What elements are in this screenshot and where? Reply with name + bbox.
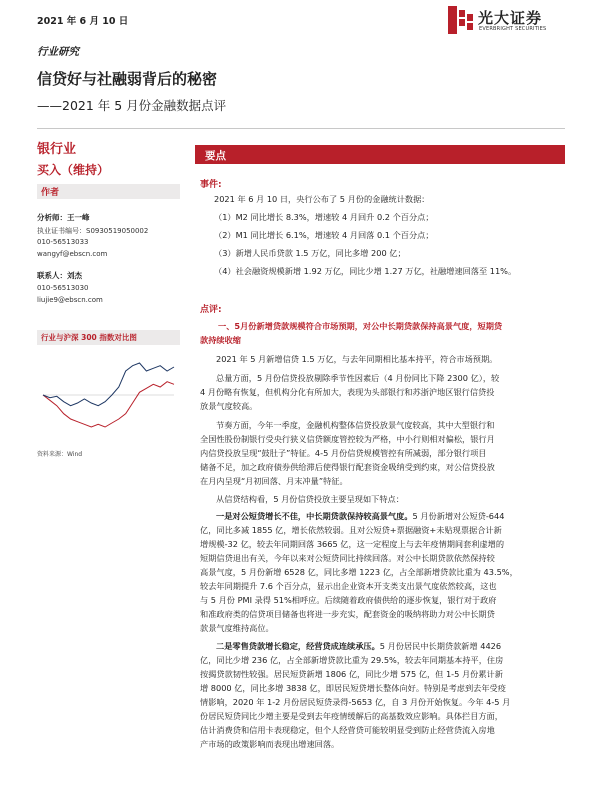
paragraph-4: 从信贷结构看，5 月份信贷投放主要呈现如下特点： xyxy=(216,494,404,504)
paragraph-5-line: 短期信贷退出有关，今年以来对公短贷同比持续回落。对公中长期贷款依然保持较 xyxy=(200,553,495,563)
paragraph-2-line: 4 月份略有恢复，但机构分化有所加大，表现为头部银行和苏浙沪地区银行信贷投 xyxy=(200,387,495,397)
chart-heading: 行业与沪深 300 指数对比图 xyxy=(41,333,137,342)
paragraph-6-line: 增 8000 亿，同比多增 3838 亿，即居民短贷增长整体向好。特别是考虑到去年受疫 xyxy=(200,683,506,693)
chart-source: 资料来源：Wind xyxy=(37,451,83,458)
paragraph-5-line: 款景气度维持高位。 xyxy=(200,623,274,633)
paragraph-5-line: 增规模-32 亿，较去年同期回落 3665 亿，这一定程度上与去年疫情期间套利虚增的 xyxy=(200,539,505,549)
paragraph-6-line: 估计消费贷和信用卡表现稳定，但个人经营贷可能较明显受到防止经营贷流入房地 xyxy=(200,725,495,735)
paragraph-6-line: 情影响，2020 年 1-2 月份居民短贷录得-5653 亿，自 3 月份开始恢复。今年 4-5 月 xyxy=(200,697,511,707)
paragraph-5-line: 高景气度，5 月份新增 6528 亿，同比多增 1223 亿，占全部新增贷款比重为 43.5%， xyxy=(200,567,518,577)
paragraph-1: 2021 年 5 月新增信贷 1.5 万亿，与去年同期相比基本持平，符合市场预期。 xyxy=(216,354,498,364)
analyst-cert: 执业证书编号：S0930519050002 xyxy=(37,227,149,235)
paragraph-6-line: 份居民短贷同比少增主要是受到去年疫情缓解后的高基数效应影响。具体拦目方面， xyxy=(200,711,503,721)
paragraph-6-lead: 二是零售贷款增长稳定，经营贷成连续承压。 xyxy=(216,641,380,651)
paragraph-6-first-tail: 5 月份居民中长期贷款新增 4426 xyxy=(379,641,502,651)
paragraph-3-line: 储备不足，加之政府债券供给滞后使得银行配套资金吸纳受到约束，对公信贷投放 xyxy=(200,462,495,472)
report-title: 信贷好与社融弱背后的秘密 xyxy=(37,70,218,88)
analyst-name: 分析师：王一峰 xyxy=(37,213,90,222)
report-category: 行业研究 xyxy=(37,46,79,58)
chart-heading-bar xyxy=(37,330,180,345)
author-heading-bar xyxy=(37,184,180,199)
section-title: 要点 xyxy=(205,150,226,162)
paragraph-3-line: 内信贷投放呈现“鼓肚子”特征。4-5 月份信贷规模管控有所减弱，部分银行项目 xyxy=(200,448,487,458)
logo-text-cn: 光大证券 xyxy=(478,9,543,27)
paragraph-2-line: 总量方面，5 月份信贷投放剔除季节性因素后（4 月份同比下降 2300 亿），较 xyxy=(216,373,500,383)
report-date: 2021 年 6 月 10 日 xyxy=(37,16,129,27)
industry-label: 银行业 xyxy=(37,142,77,157)
event-line: （2）M1 同比增长 6.1%，增速较 4 月回落 0.1 个百分点； xyxy=(214,230,434,240)
chart-series-line-0 xyxy=(43,382,174,427)
contact-phone: 010-56513030 xyxy=(37,284,89,292)
paragraph-5-line: 和准政府类的信贷项目储备也将进一步充实，配套资金的吸纳将助力对公中长期贷 xyxy=(200,609,495,619)
paragraph-5-first-tail: 5 月份新增对公短贷-644 xyxy=(412,511,505,521)
company-logo xyxy=(448,6,568,34)
paragraph-6-line: 产市场的政策影响而表现出增速回落。 xyxy=(200,739,340,749)
point-subheading: 一、5月份新增贷款规模符合市场预期，对公中长期贷款保持高景气度，短期贷 xyxy=(218,321,503,331)
event-line: （3）新增人民币贷款 1.5 万亿，同比多增 200 亿； xyxy=(214,248,406,258)
analyst-email[interactable]: wangyf@ebscn.com xyxy=(37,250,108,258)
event-heading: 事件: xyxy=(200,180,222,190)
event-line: 2021 年 6 月 10 日，央行公布了 5 月份的金融统计数据： xyxy=(214,194,430,204)
point-subheading-cont: 款持续收缩 xyxy=(200,335,241,345)
analyst-phone: 010-56513033 xyxy=(37,238,89,246)
rating-label: 买入（维持） xyxy=(37,163,110,177)
paragraph-6-line: 按揭贷款韧性较强。居民短贷新增 1806 亿，同比少增 575 亿，但 1-5 月份累计新 xyxy=(200,669,503,679)
paragraph-5-line: 与 5 月份 PMI 录得 51%相呼应。后续随着政府债供给的逐步恢复，银行对于政府 xyxy=(200,595,497,605)
author-heading: 作者 xyxy=(41,188,60,198)
contact-name: 联系人：刘杰 xyxy=(37,271,82,280)
paragraph-5-first-line xyxy=(216,510,504,522)
report-subtitle: ——2021 年 5 月份金融数据点评 xyxy=(37,98,227,113)
logo-text-en: EVERBRIGHT SECURITIES xyxy=(479,26,547,32)
paragraph-6-first-line xyxy=(216,640,501,652)
index-comparison-chart xyxy=(37,347,180,443)
paragraph-2-line: 放景气度较高。 xyxy=(200,401,258,411)
paragraph-5-line: 亿，同比多减 1855 亿，增长依然较弱。且对公短贷+票据融资+未贴现票据合计新 xyxy=(200,525,502,535)
paragraph-3-line: 节奏方面，今年一季度，金融机构整体信贷投放景气度较高，其中大型银行和 xyxy=(216,420,495,430)
logo-mark-icon xyxy=(448,6,474,34)
paragraph-5-line: 较去年同期提升 7.6 个百分点，显示出企业资本开支类支出景气度依然较高，这也 xyxy=(200,581,497,591)
paragraph-6-line: 亿，同比少增 236 亿，占全部新增贷款比重为 29.5%，较去年同期基本持平，住房 xyxy=(200,655,504,665)
event-line: （4）社会融资规模新增 1.92 万亿，同比少增 1.27 万亿，社融增速回落至 11%。 xyxy=(214,266,517,276)
paragraph-5-lead: 一是对公短贷增长不佳，中长期贷款保持较高景气度。 xyxy=(216,511,413,521)
paragraph-3-line: 全国性股份制银行受央行狭义信贷额度管控较为严格，中小行则相对偏松，银行月 xyxy=(200,434,495,444)
paragraph-3-line: 在月内呈现“月初回落、月末冲量”特征。 xyxy=(200,476,348,486)
section-header-bar xyxy=(195,145,565,164)
event-line: （1）M2 同比增长 8.3%，增速较 4 月回升 0.2 个百分点； xyxy=(214,212,434,222)
header-divider xyxy=(37,128,565,129)
point-heading: 点评: xyxy=(200,305,222,315)
contact-email[interactable]: liujie9@ebscn.com xyxy=(37,296,103,304)
